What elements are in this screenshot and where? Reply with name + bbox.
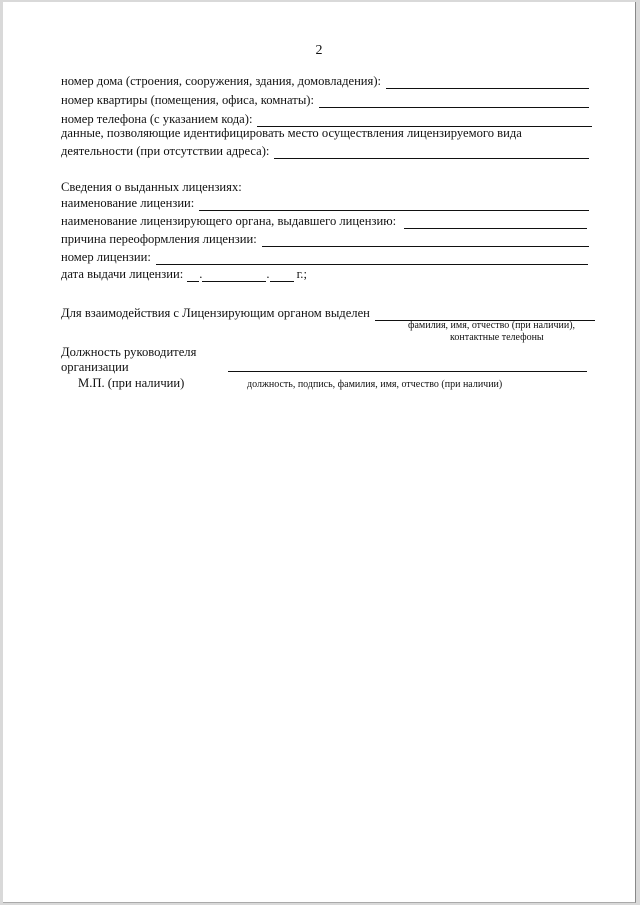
location-data-field [61,142,589,159]
year-suffix: г.; [296,267,307,281]
field-label: причина переоформления лицензии: [61,232,257,246]
date-year-line[interactable] [270,269,294,282]
field-label: наименование лицензирующего органа, выдавшего лицензию: [61,214,397,228]
field-label: деятельности (при отсутствии адреса): [61,144,270,158]
fill-line[interactable] [156,252,588,265]
license-section-heading: Сведения о выданных лицензиях: [61,180,242,194]
fill-line[interactable] [319,95,589,108]
date-day-line[interactable] [187,269,199,282]
fill-line[interactable] [262,234,589,247]
field-label: номер телефона (с указанием кода): [61,112,253,126]
signature-line[interactable] [228,371,587,372]
fill-line[interactable] [199,198,589,211]
organization-label: организации [61,360,129,374]
licensing-authority-field [61,212,587,229]
date-separator: . [199,267,203,281]
apartment-number-field [61,91,589,108]
field-label: дата выдачи лицензии: [61,267,184,281]
document-page [3,2,636,903]
fill-line[interactable] [274,146,589,159]
page-number: 2 [315,43,323,58]
contact-person-field [61,304,595,321]
contact-hint-line2: контактные телефоны [450,332,544,343]
date-month-line[interactable] [202,269,266,282]
fill-line[interactable] [404,216,587,229]
field-label: номер квартиры (помещения, офиса, комнаты): [61,93,314,107]
house-number-field [61,72,589,89]
field-label: наименование лицензии: [61,196,195,210]
field-label: номер лицензии: [61,250,151,264]
issue-date-field [61,265,307,282]
signature-hint: должность, подпись, фамилия, имя, отчество (при наличии) [247,379,503,390]
contact-hint-line1: фамилия, имя, отчество (при наличии), [408,320,576,331]
head-position-label: Должность руководителя [61,345,197,359]
field-label: номер дома (строения, сооружения, здания, домовладения): [61,74,382,88]
date-separator: . [266,267,270,281]
reissue-reason-field [61,230,589,247]
license-number-field [61,248,588,265]
stamp-label: М.П. (при наличии) [78,376,185,390]
location-data-text: данные, позволяющие идентифицировать место осуществления лицензируемого вида [61,126,522,140]
fill-line[interactable] [386,76,589,89]
phone-number-field [61,110,592,127]
field-label: Для взаимодействия с Лицензирующим органом выделен [61,306,370,320]
license-name-field [61,194,589,211]
